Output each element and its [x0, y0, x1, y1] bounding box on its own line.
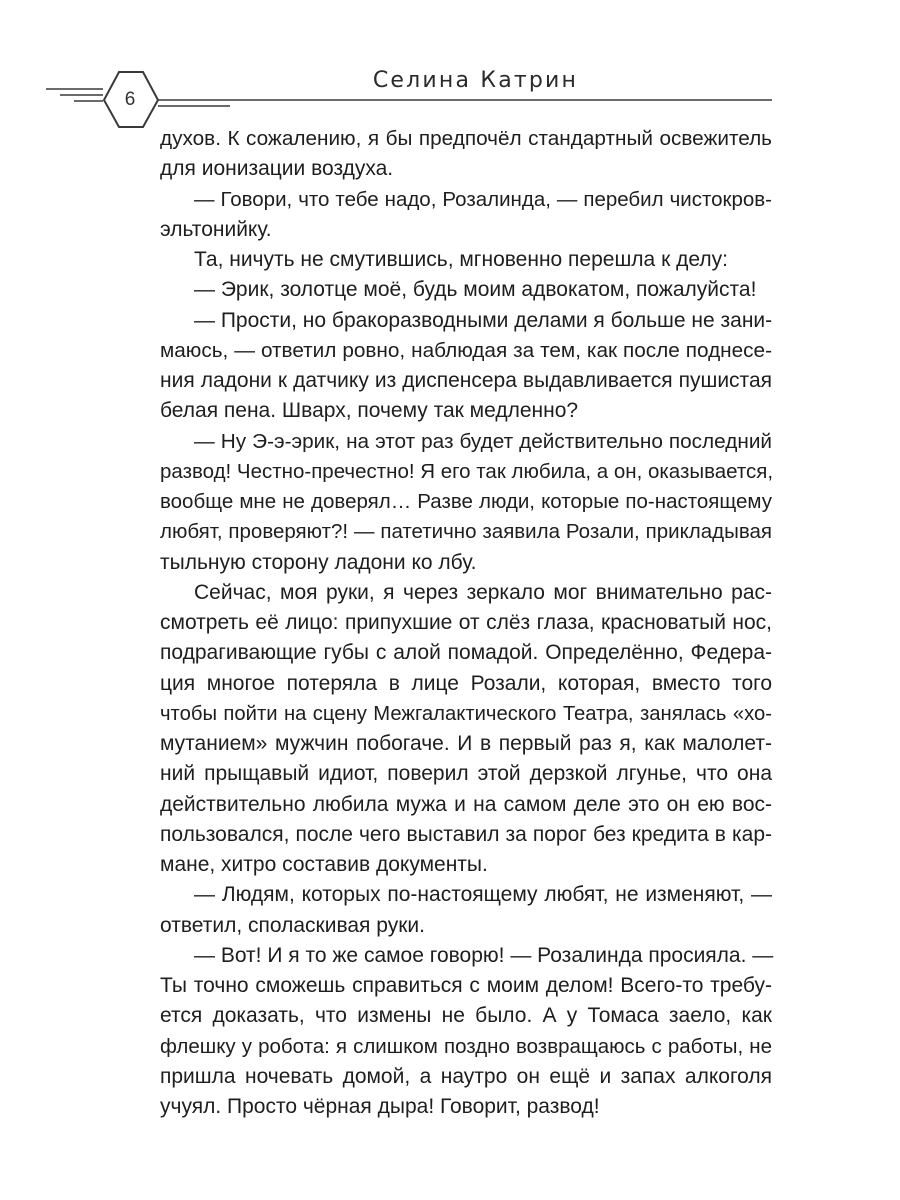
text-line: — Эрик, золотце моё, будь моим адвокатом, пожалуйста!	[194, 278, 757, 302]
text-line: ний прыщавый идиот, поверил этой дерзкой лгунье, что она	[160, 762, 772, 786]
text-line: Та, ничуть не смутившись, мгновенно перешла к делу:	[194, 248, 728, 271]
text-line: чтобы пойти на сцену Межгалактического Театра, занялась «хо-	[160, 702, 772, 725]
text-line: вообще мне не доверял… Разве люди, которые по-настоящему	[160, 490, 772, 513]
running-title: Селина Катрин	[372, 68, 579, 93]
text-line: любят, проверяют?! — патетично заявила Розали, прикладывая	[160, 520, 772, 544]
text-line: для ионизации воздуха.	[160, 157, 394, 181]
text-line: духов. К сожалению, я бы предпочёл стандартный освежитель	[160, 127, 772, 150]
text-line: белая пена. Шварх, почему так медленно?	[160, 399, 579, 423]
text-line: учуял. Просто чёрная дыра! Говорит, развод!	[160, 1095, 600, 1118]
text-line: ется доказать, что измены не было. А у Томаса заело, как	[160, 1004, 772, 1028]
text-line: пришла ночевать домой, а наутро он ещё и запах алкоголя	[160, 1064, 772, 1088]
text-line: Ты точно сможешь справиться с моим делом! Всего-то требу-	[160, 974, 772, 997]
text-line: Сейчас, моя руки, я через зеркало мог внимательно рас-	[194, 580, 772, 604]
text-line: ния ладони к датчику из диспенсера выдавливается пушистая	[160, 369, 772, 392]
text-line: ция многое потеряла в лице Розали, которая, вместо того	[160, 671, 772, 695]
text-line: — Прости, но бракоразводными делами я больше не зани-	[194, 308, 773, 332]
text-line: — Людям, которых по-настоящему любят, не изменяют, —	[194, 883, 772, 907]
text-line: — Ну Э-э-эрик, на этот раз будет действительно последний	[194, 429, 772, 453]
page-header	[0, 0, 900, 140]
body-text	[160, 124, 772, 1122]
text-line: ответил, споласкивая руки.	[160, 913, 425, 937]
page-number: 6	[124, 89, 136, 110]
text-line: смотреть её лицо: припухшие от слёз глаза, красноватый нос,	[160, 611, 772, 634]
text-line: маюсь, — ответил ровно, наблюдая за тем, как после поднесе-	[160, 338, 772, 362]
text-line: — Вот! И я то же самое говорю! — Розалинда просияла. —	[194, 943, 774, 967]
text-line: мане, хитро составив документы.	[160, 853, 488, 876]
text-line: тыльную сторону ладони ко лбу.	[160, 550, 477, 574]
text-line: флешку у робота: я слишком поздно возвращаюсь с работы, не	[160, 1034, 772, 1058]
text-line: мутанием» мужчин побогаче. И в первый раз я, как малолет-	[160, 732, 772, 755]
text-line: действительно любила мужа и на самом деле это он ею вос-	[160, 792, 772, 816]
text-line: подрагивающие губы с алой помадой. Определённо, Федера-	[160, 641, 772, 665]
text-line: развод! Честно-пречестно! Я его так любила, а он, оказывается,	[160, 459, 774, 483]
text-line: пользовался, после чего выставил за порог без кредита в кар-	[160, 822, 772, 846]
text-line: — Говори, что тебе надо, Розалинда, — перебил чистокров-	[194, 187, 772, 211]
text-line: эльтонийку.	[160, 217, 272, 241]
